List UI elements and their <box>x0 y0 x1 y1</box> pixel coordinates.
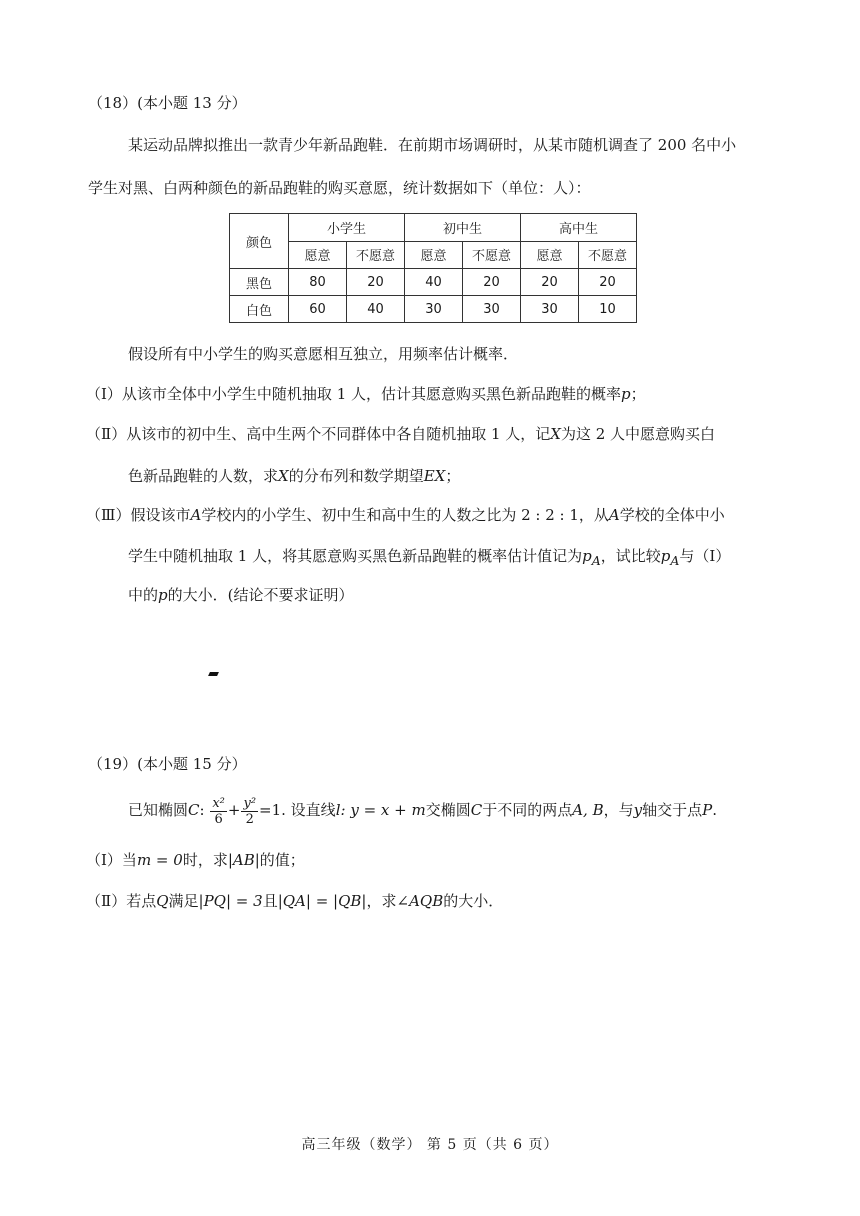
q18-part1 <box>86 383 646 405</box>
plus-sign: + <box>227 801 241 819</box>
part2-text: 且 <box>262 892 278 910</box>
table-subheader-row <box>230 241 637 269</box>
table-cell: 40 <box>405 269 463 296</box>
condition: m = 0 <box>136 851 183 869</box>
table-cell: 60 <box>289 296 347 323</box>
part2-text: （Ⅱ）若点 <box>86 892 157 910</box>
q19-intro <box>128 795 717 827</box>
var-pa: p <box>660 547 671 565</box>
intro-text: 交椭圆 <box>425 801 471 819</box>
punct: ； <box>445 467 461 485</box>
q19-part2 <box>86 890 503 912</box>
punct: ； <box>630 385 646 403</box>
table-corner-cell: 颜色 <box>230 214 289 269</box>
table-cell: 20 <box>579 269 637 296</box>
table-cell: 80 <box>289 269 347 296</box>
q18-intro-line1: 某运动品牌拟推出一款青少年新品跑鞋．在前期市场调研时，从某市随机调查了 200 名中小 <box>128 136 737 154</box>
q18-part3-line1 <box>86 504 725 526</box>
line-equation: : y = x + m <box>340 801 426 819</box>
table-cell: 30 <box>405 296 463 323</box>
part2-text: 色新品跑鞋的人数，求 <box>128 467 279 485</box>
table-header-row <box>230 214 637 242</box>
part1-text: 时，求 <box>182 851 228 869</box>
intro-text: 已知椭圆 <box>128 801 189 819</box>
part1-text: （Ⅰ）当 <box>86 851 137 869</box>
part2-text: ，求 <box>366 892 397 910</box>
q18-part2-line2 <box>128 465 460 487</box>
table-cell: 20 <box>347 269 405 296</box>
part3-text: 学生中随机抽取 1 人，将其愿意购买黑色新品跑鞋的概率估计值记为 <box>128 547 583 565</box>
survey-table <box>229 213 637 323</box>
part1-text: （Ⅰ）从该市全体中小学生中随机抽取 1 人，估计其愿意购买黑色新品跑鞋的概率 <box>86 385 622 403</box>
stray-mark <box>208 672 219 676</box>
table-subheader: 愿意 <box>521 241 579 269</box>
var-pa-sub: A <box>670 553 680 568</box>
angle-aqb: ∠AQB <box>396 892 444 910</box>
part3-text: 学校内的小学生、初中生和高中生的人数之比为 2 : 2 : 1，从 <box>201 506 609 524</box>
part3-text: 中的 <box>128 586 159 604</box>
var-pa-sub: A <box>591 553 601 568</box>
abs-ab: |AB| <box>227 851 260 869</box>
q18-part3-line3 <box>128 584 353 606</box>
fraction-y2-over-2 <box>241 796 258 827</box>
q18-intro-line2: 学生对黑、白两种颜色的新品跑鞋的购买意愿，统计数据如下（单位：人）： <box>88 179 591 197</box>
part2-text: 的分布列和数学期望 <box>288 467 424 485</box>
fraction-x2-over-6 <box>210 796 227 827</box>
part3-text: ，试比较 <box>600 547 661 565</box>
table-cell: 40 <box>347 296 405 323</box>
var-a: A <box>608 506 620 524</box>
table-cell: 20 <box>521 269 579 296</box>
frac-den: 2 <box>245 811 254 827</box>
punct: . <box>712 801 718 819</box>
page-footer: 高三年级（数学） 第 5 页（共 6 页） <box>301 1137 559 1153</box>
var-p: p <box>621 385 631 403</box>
part2-text: 的大小． <box>443 892 504 910</box>
var-x: X <box>550 425 561 443</box>
var-x: X <box>278 467 289 485</box>
q19-part1 <box>86 849 305 871</box>
q18-part3-line2 <box>128 545 730 572</box>
var-ex: EX <box>423 467 446 485</box>
intro-text: 轴交于点 <box>642 801 703 819</box>
part2-text: 为这 2 人中愿意购买白 <box>560 425 716 443</box>
var-q: Q <box>156 892 169 910</box>
part2-text: （Ⅱ）从该市的初中生、高中生两个不同群体中各自随机抽取 1 人，记 <box>86 425 551 443</box>
table-subheader: 愿意 <box>289 241 347 269</box>
var-p: p <box>158 586 168 604</box>
table-group-header: 小学生 <box>289 214 405 242</box>
var-c: C <box>470 801 483 819</box>
q18-heading: （18）(本小题 13 分） <box>88 94 247 112</box>
row-label: 白色 <box>230 296 289 323</box>
q18-part2-line1 <box>86 423 715 445</box>
part3-text: 学校的全体中小 <box>619 506 725 524</box>
var-a: A <box>190 506 202 524</box>
row-label: 黑色 <box>230 269 289 296</box>
frac-den: 6 <box>214 811 223 827</box>
table-subheader: 愿意 <box>405 241 463 269</box>
part3-text: （Ⅲ）假设该市 <box>86 506 191 524</box>
var-l: l <box>335 801 341 819</box>
table-group-header: 高中生 <box>521 214 637 242</box>
var-pa: p <box>582 547 592 565</box>
frac-num: y² <box>243 795 257 811</box>
part3-text: 的大小．(结论不要求证明） <box>167 586 354 604</box>
abs-pq: |PQ| = 3 <box>198 892 263 910</box>
table-cell: 30 <box>463 296 521 323</box>
table-cell: 20 <box>463 269 521 296</box>
part3-text: 与（Ⅰ） <box>679 547 731 565</box>
table-row <box>230 296 637 323</box>
table-group-header: 初中生 <box>405 214 521 242</box>
part2-text: 满足 <box>168 892 199 910</box>
var-ab: A, B <box>572 801 604 819</box>
punct: : <box>199 801 205 819</box>
intro-text: ，与 <box>603 801 634 819</box>
var-c: C <box>188 801 200 819</box>
intro-text: 于不同的两点 <box>482 801 573 819</box>
var-y: y <box>633 801 643 819</box>
part1-text: 的值； <box>259 851 305 869</box>
abs-qa-qb: |QA| = |QB| <box>277 892 367 910</box>
table-cell: 10 <box>579 296 637 323</box>
table-cell: 30 <box>521 296 579 323</box>
table-subheader: 不愿意 <box>463 241 521 269</box>
q18-assumption: 假设所有中小学生的购买意愿相互独立，用频率估计概率． <box>128 345 519 363</box>
table-subheader: 不愿意 <box>347 241 405 269</box>
intro-text: =1. 设直线 <box>259 801 336 819</box>
var-p: P <box>702 801 713 819</box>
table-subheader: 不愿意 <box>579 241 637 269</box>
q19-heading: （19）(本小题 15 分） <box>88 755 247 773</box>
table-row <box>230 269 637 296</box>
frac-num: x² <box>212 795 225 811</box>
